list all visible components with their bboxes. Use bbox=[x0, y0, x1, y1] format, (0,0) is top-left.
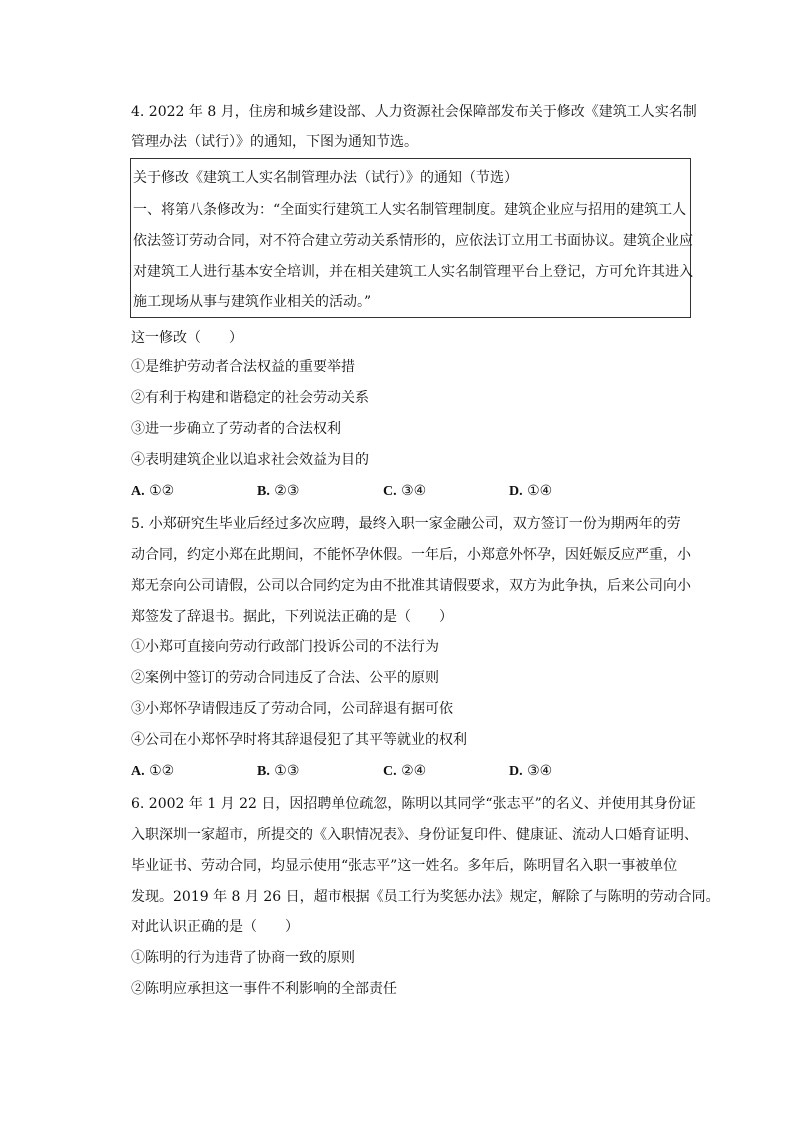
q5-option-b[interactable] bbox=[257, 762, 299, 781]
q5-stem-line-4: 郑签发了辞退书。据此，下列说法正确的是（ ） bbox=[131, 609, 453, 625]
q6-stem-line-4: 发现。2019 年 8 月 26 日，超市根据《员工行为奖惩办法》规定，解除了与陈明的劳动合同。 bbox=[131, 889, 720, 905]
q5-item-1: ①小郑可直接向劳动行政部门投诉公司的不法行为 bbox=[131, 639, 439, 655]
option-letter: C. bbox=[383, 764, 397, 779]
notice-line-4: 施工现场从事与建筑作业相关的活动。” bbox=[133, 294, 372, 310]
q4-stem-line-1: 4. 2022 年 8 月，住房和城乡建设部、人力资源社会保障部发布关于修改《建筑工人实名制 bbox=[131, 104, 697, 120]
notice-line-3: 对建筑工人进行基本安全培训，并在相关建筑工人实名制管理平台上登记，方可允许其进入 bbox=[133, 264, 693, 280]
q6-item-1: ①陈明的行为违背了协商一致的原则 bbox=[131, 950, 355, 966]
option-text: ③④ bbox=[527, 763, 553, 779]
q6-stem-line-3: 毕业证书、劳动合同，均显示使用“张志平”这一姓名。多年后，陈明冒名入职一事被单位 bbox=[131, 858, 678, 874]
q4-stem-line-2: 管理办法（试行）》的通知，下图为通知节选。 bbox=[131, 134, 418, 150]
q4-option-d[interactable] bbox=[509, 482, 552, 501]
option-letter: A. bbox=[131, 484, 145, 499]
q4-item-4: ④表明建筑企业以追求社会效益为目的 bbox=[131, 452, 369, 468]
q5-item-2: ②案例中签订的劳动合同违反了合法、公平的原则 bbox=[131, 670, 439, 686]
option-text: ②④ bbox=[401, 763, 427, 779]
q4-option-b[interactable] bbox=[257, 482, 299, 501]
q5-option-a[interactable] bbox=[131, 762, 174, 781]
q6-stem-line-5: 对此认识正确的是（ ） bbox=[131, 919, 299, 935]
option-text: ③④ bbox=[401, 483, 427, 499]
option-text: ①② bbox=[149, 483, 175, 499]
option-letter: D. bbox=[509, 764, 523, 779]
option-text: ①② bbox=[149, 763, 175, 779]
q4-item-1: ①是维护劳动者合法权益的重要举措 bbox=[131, 359, 355, 375]
q5-item-4: ④公司在小郑怀孕时将其辞退侵犯了其平等就业的权利 bbox=[131, 732, 467, 748]
q4-item-3: ③进一步确立了劳动者的合法权利 bbox=[131, 421, 341, 437]
q5-item-3: ③小郑怀孕请假违反了劳动合同，公司辞退有据可依 bbox=[131, 701, 453, 717]
option-letter: A. bbox=[131, 764, 145, 779]
q6-item-2: ②陈明应承担这一事件不利影响的全部责任 bbox=[131, 981, 397, 997]
option-letter: B. bbox=[257, 484, 270, 499]
option-text: ①③ bbox=[274, 763, 300, 779]
notice-title: 关于修改《建筑工人实名制管理办法（试行）》的通知（节选） bbox=[133, 170, 518, 186]
option-text: ②③ bbox=[274, 483, 300, 499]
q4-item-2: ②有利于构建和谐稳定的社会劳动关系 bbox=[131, 390, 369, 406]
q5-option-d[interactable] bbox=[509, 762, 552, 781]
q4-prompt: 这一修改（ ） bbox=[131, 330, 243, 346]
q5-stem-line-1: 5. 小郑研究生毕业后经过多次应聘，最终入职一家金融公司，双方签订一份为期两年的劳 bbox=[131, 516, 681, 532]
notice-line-2: 依法签订劳动合同，对不符合建立劳动关系情形的，应依法订立用工书面协议。建筑企业应 bbox=[133, 233, 693, 249]
q6-stem-line-2: 入职深圳一家超市，所提交的《入职情况表》、身份证复印件、健康证、流动人口婚育证明、 bbox=[131, 827, 698, 843]
q5-option-c[interactable] bbox=[383, 762, 426, 781]
q4-option-c[interactable] bbox=[383, 482, 426, 501]
q4-option-a[interactable] bbox=[131, 482, 174, 501]
option-letter: B. bbox=[257, 764, 270, 779]
q5-stem-line-2: 动合同，约定小郑在此期间，不能怀孕休假。一年后，小郑意外怀孕，因妊娠反应严重，小 bbox=[131, 547, 691, 563]
q6-stem-line-1: 6. 2002 年 1 月 22 日，因招聘单位疏忽，陈明以其同学“张志平”的名义、并使用其身份证 bbox=[131, 796, 696, 812]
option-text: ①④ bbox=[527, 483, 553, 499]
q5-stem-line-3: 郑无奈向公司请假，公司以合同约定为由不批准其请假要求，双方为此争执，后来公司向小 bbox=[131, 578, 691, 594]
notice-line-1: 一、将第八条修改为：“全面实行建筑工人实名制管理制度。建筑企业应与招用的建筑工人 bbox=[133, 202, 687, 218]
option-letter: C. bbox=[383, 484, 397, 499]
option-letter: D. bbox=[509, 484, 523, 499]
